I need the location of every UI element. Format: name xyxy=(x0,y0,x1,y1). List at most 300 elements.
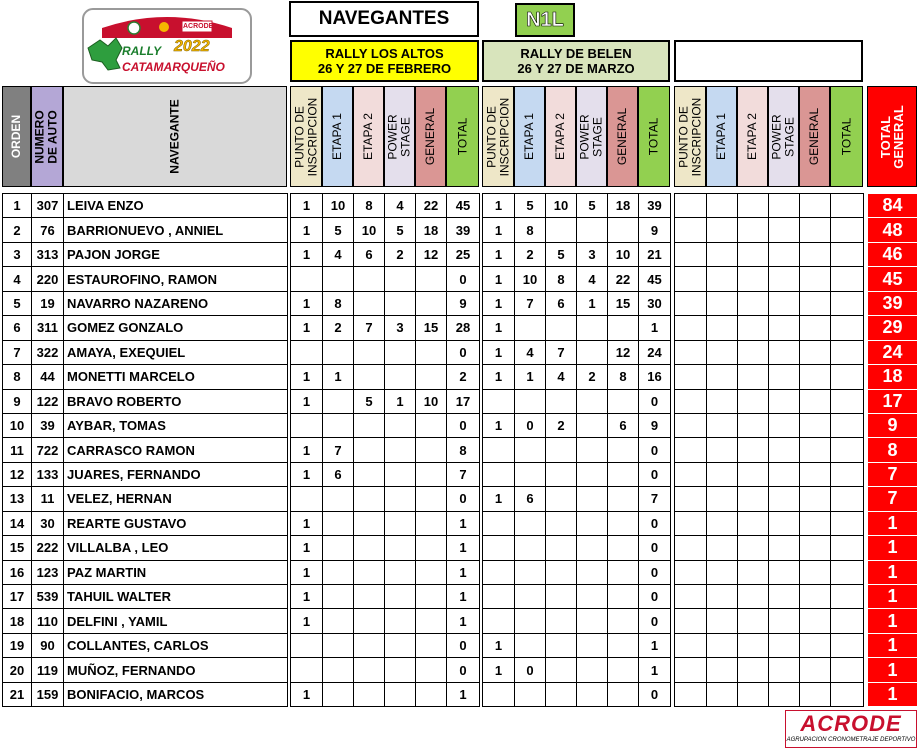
etapa2-cell xyxy=(738,340,769,364)
etapa2-cell xyxy=(738,536,769,560)
power-stage-cell xyxy=(385,609,416,633)
table-left xyxy=(2,193,288,707)
etapa2-cell xyxy=(738,365,769,389)
punto-cell: 1 xyxy=(291,585,323,609)
power-stage-cell xyxy=(385,658,416,682)
table-event1 xyxy=(290,193,480,707)
etapa2-cell xyxy=(354,585,385,609)
etapa1-cell xyxy=(323,658,354,682)
etapa2-cell xyxy=(546,609,577,633)
power-stage-cell: 4 xyxy=(577,267,608,291)
punto-cell: 1 xyxy=(291,511,323,535)
general-cell xyxy=(608,682,639,706)
power-stage-cell xyxy=(577,609,608,633)
punto-cell xyxy=(675,340,707,364)
punto-cell xyxy=(483,609,515,633)
col-header-punto-inscripcion: PUNTO DE INSCRIPCION xyxy=(482,86,514,187)
etapa1-cell xyxy=(323,633,354,657)
etapa2-cell xyxy=(546,658,577,682)
etapa1-cell xyxy=(707,194,738,218)
etapa2-cell xyxy=(546,633,577,657)
numero-cell: 307 xyxy=(32,194,64,218)
orden-cell: 3 xyxy=(3,242,32,266)
punto-cell: 1 xyxy=(291,365,323,389)
total-general-cell: 84 xyxy=(868,194,918,218)
general-cell xyxy=(608,633,639,657)
orden-cell: 10 xyxy=(3,413,32,437)
punto-cell xyxy=(483,438,515,462)
total-general-cell: 1 xyxy=(868,585,918,609)
etapa2-cell xyxy=(546,218,577,242)
col-header-general: GENERAL xyxy=(799,86,830,187)
table-row xyxy=(868,438,918,462)
acrode-tagline: AGRUPACION CRONOMETRAJE DEPORTIVO xyxy=(786,737,916,743)
punto-cell xyxy=(675,682,707,706)
etapa2-cell xyxy=(738,438,769,462)
etapa1-cell xyxy=(515,609,546,633)
power-stage-cell xyxy=(385,340,416,364)
table-row xyxy=(291,511,480,535)
etapa2-cell: 2 xyxy=(546,413,577,437)
etapa2-cell xyxy=(354,536,385,560)
etapa2-cell xyxy=(738,413,769,437)
general-cell xyxy=(800,413,831,437)
power-stage-cell xyxy=(769,194,800,218)
table-row xyxy=(675,389,864,413)
table-row xyxy=(291,633,480,657)
punto-cell: 1 xyxy=(483,487,515,511)
etapa2-cell xyxy=(354,511,385,535)
general-cell xyxy=(608,585,639,609)
total-cell: 0 xyxy=(447,658,480,682)
table-row xyxy=(483,365,671,389)
general-cell xyxy=(608,316,639,340)
etapa1-cell: 6 xyxy=(515,487,546,511)
power-stage-cell xyxy=(769,413,800,437)
etapa1-cell: 6 xyxy=(323,462,354,486)
power-stage-cell xyxy=(577,487,608,511)
navegante-cell: VELEZ, HERNAN xyxy=(64,487,288,511)
col-header-orden: ORDEN xyxy=(2,86,31,187)
table-row xyxy=(291,316,480,340)
general-cell: 10 xyxy=(608,242,639,266)
navegante-cell: GOMEZ GONZALO xyxy=(64,316,288,340)
table-row xyxy=(868,316,918,340)
total-cell xyxy=(831,438,864,462)
power-stage-cell: 3 xyxy=(385,316,416,340)
power-stage-cell xyxy=(577,682,608,706)
general-cell xyxy=(800,462,831,486)
total-cell: 1 xyxy=(447,682,480,706)
etapa1-cell xyxy=(515,438,546,462)
total-cell: 0 xyxy=(639,389,671,413)
total-cell: 1 xyxy=(447,511,480,535)
table-row xyxy=(868,389,918,413)
table-row xyxy=(675,585,864,609)
punto-cell: 1 xyxy=(291,438,323,462)
punto-cell: 1 xyxy=(291,536,323,560)
etapa2-cell: 10 xyxy=(546,194,577,218)
etapa2-cell xyxy=(546,585,577,609)
total-cell xyxy=(831,609,864,633)
navegante-cell: VILLALBA , LEO xyxy=(64,536,288,560)
table-row xyxy=(3,658,288,682)
etapa1-cell xyxy=(707,242,738,266)
table-row xyxy=(483,413,671,437)
general-cell xyxy=(800,316,831,340)
etapa2-cell xyxy=(354,682,385,706)
general-cell xyxy=(416,340,447,364)
table-row xyxy=(3,487,288,511)
etapa1-cell: 10 xyxy=(323,194,354,218)
navegante-cell: LEIVA ENZO xyxy=(64,194,288,218)
etapa1-cell: 5 xyxy=(515,194,546,218)
etapa2-cell xyxy=(354,365,385,389)
event-date: 26 Y 27 DE FEBRERO xyxy=(317,61,452,76)
etapa2-cell xyxy=(738,487,769,511)
total-cell: 0 xyxy=(447,340,480,364)
etapa1-cell xyxy=(515,462,546,486)
col-header-numero: NUMERO DE AUTO xyxy=(31,86,63,187)
etapa1-cell xyxy=(515,389,546,413)
punto-cell xyxy=(483,511,515,535)
power-stage-cell xyxy=(577,413,608,437)
total-cell xyxy=(831,242,864,266)
etapa1-cell xyxy=(323,585,354,609)
etapa2-cell xyxy=(546,438,577,462)
punto-cell: 1 xyxy=(483,194,515,218)
orden-cell: 9 xyxy=(3,389,32,413)
punto-cell xyxy=(483,682,515,706)
table-row xyxy=(868,267,918,291)
etapa2-cell xyxy=(738,633,769,657)
table-row xyxy=(868,340,918,364)
total-cell: 39 xyxy=(447,218,480,242)
etapa1-cell xyxy=(323,511,354,535)
col-header-total-general: TOTAL GENERAL xyxy=(867,86,917,187)
etapa2-cell xyxy=(354,487,385,511)
table-row xyxy=(291,682,480,706)
punto-cell: 1 xyxy=(291,560,323,584)
table-row xyxy=(675,316,864,340)
table-row xyxy=(3,291,288,315)
table-row xyxy=(675,340,864,364)
general-cell: 8 xyxy=(608,365,639,389)
general-cell xyxy=(800,585,831,609)
table-row xyxy=(675,413,864,437)
general-cell: 12 xyxy=(608,340,639,364)
table-row xyxy=(483,633,671,657)
general-cell xyxy=(416,365,447,389)
total-cell: 16 xyxy=(639,365,671,389)
etapa1-cell xyxy=(515,633,546,657)
general-cell xyxy=(608,438,639,462)
power-stage-cell: 4 xyxy=(385,194,416,218)
total-general-cell: 1 xyxy=(868,511,918,535)
table-row xyxy=(675,633,864,657)
general-cell xyxy=(800,365,831,389)
general-cell xyxy=(416,560,447,584)
power-stage-cell xyxy=(769,242,800,266)
numero-cell: 539 xyxy=(32,585,64,609)
punto-cell xyxy=(291,267,323,291)
punto-cell: 1 xyxy=(291,218,323,242)
general-cell xyxy=(800,438,831,462)
etapa2-cell: 6 xyxy=(546,291,577,315)
table-row xyxy=(3,242,288,266)
punto-cell xyxy=(675,365,707,389)
total-cell: 0 xyxy=(447,487,480,511)
numero-cell: 722 xyxy=(32,438,64,462)
total-general-cell: 48 xyxy=(868,218,918,242)
navegante-cell: TAHUIL WALTER xyxy=(64,585,288,609)
etapa1-cell xyxy=(323,340,354,364)
etapa2-cell xyxy=(738,316,769,340)
table-row xyxy=(868,194,918,218)
punto-cell: 1 xyxy=(483,658,515,682)
orden-cell: 7 xyxy=(3,340,32,364)
total-cell xyxy=(831,291,864,315)
total-cell xyxy=(831,585,864,609)
total-general-cell: 45 xyxy=(868,267,918,291)
etapa1-cell xyxy=(707,389,738,413)
etapa2-cell xyxy=(354,609,385,633)
punto-cell xyxy=(291,413,323,437)
orden-cell: 19 xyxy=(3,633,32,657)
punto-cell: 1 xyxy=(483,267,515,291)
table-row xyxy=(3,340,288,364)
orden-cell: 12 xyxy=(3,462,32,486)
numero-cell: 39 xyxy=(32,413,64,437)
total-cell xyxy=(831,218,864,242)
total-cell: 1 xyxy=(639,633,671,657)
power-stage-cell xyxy=(769,536,800,560)
total-cell: 0 xyxy=(447,413,480,437)
punto-cell: 1 xyxy=(483,316,515,340)
orden-cell: 15 xyxy=(3,536,32,560)
table-row xyxy=(291,413,480,437)
punto-cell xyxy=(675,194,707,218)
table-row xyxy=(291,658,480,682)
table-row xyxy=(868,218,918,242)
table-row xyxy=(483,389,671,413)
numero-cell: 313 xyxy=(32,242,64,266)
total-cell: 7 xyxy=(447,462,480,486)
total-cell: 21 xyxy=(639,242,671,266)
total-cell: 0 xyxy=(447,633,480,657)
power-stage-cell xyxy=(769,365,800,389)
general-cell xyxy=(800,511,831,535)
etapa2-cell xyxy=(354,267,385,291)
power-stage-cell xyxy=(577,218,608,242)
general-cell xyxy=(608,609,639,633)
general-cell xyxy=(416,267,447,291)
punto-cell xyxy=(675,609,707,633)
col-header-etapa2: ETAPA 2 xyxy=(353,86,384,187)
general-cell xyxy=(800,389,831,413)
power-stage-cell xyxy=(385,536,416,560)
total-cell: 9 xyxy=(639,413,671,437)
total-general-cell: 7 xyxy=(868,487,918,511)
general-cell xyxy=(416,511,447,535)
etapa2-cell xyxy=(738,585,769,609)
total-general-cell: 17 xyxy=(868,389,918,413)
table-row xyxy=(291,194,480,218)
logo-catamarqueno-text: CATAMARQUEÑO xyxy=(122,60,225,74)
punto-cell xyxy=(675,242,707,266)
table-row xyxy=(3,365,288,389)
table-row xyxy=(868,511,918,535)
event-rally-los-altos xyxy=(290,40,479,82)
orden-cell: 18 xyxy=(3,609,32,633)
punto-cell xyxy=(675,389,707,413)
event-date: 26 Y 27 DE MARZO xyxy=(517,61,635,76)
general-cell xyxy=(800,682,831,706)
punto-cell xyxy=(675,316,707,340)
table-row xyxy=(291,585,480,609)
power-stage-cell xyxy=(577,511,608,535)
col-header-general: GENERAL xyxy=(415,86,446,187)
total-general-cell: 1 xyxy=(868,633,918,657)
table-row xyxy=(3,511,288,535)
table-row xyxy=(483,511,671,535)
table-row xyxy=(675,438,864,462)
etapa1-cell xyxy=(707,658,738,682)
punto-cell xyxy=(675,511,707,535)
etapa2-cell: 8 xyxy=(546,267,577,291)
power-stage-cell xyxy=(577,633,608,657)
etapa1-cell: 8 xyxy=(515,218,546,242)
table-row xyxy=(291,536,480,560)
table-row xyxy=(3,218,288,242)
punto-cell xyxy=(675,291,707,315)
orden-cell: 1 xyxy=(3,194,32,218)
total-cell xyxy=(831,536,864,560)
etapa1-cell: 8 xyxy=(323,291,354,315)
etapa2-cell xyxy=(546,389,577,413)
table-row xyxy=(868,658,918,682)
general-cell xyxy=(608,536,639,560)
total-general-cell: 29 xyxy=(868,316,918,340)
total-general-cell: 1 xyxy=(868,658,918,682)
etapa1-cell xyxy=(515,511,546,535)
general-cell xyxy=(800,291,831,315)
event-rally-de-belen xyxy=(482,40,670,82)
etapa2-cell: 8 xyxy=(354,194,385,218)
col-header-total: TOTAL xyxy=(830,86,863,187)
total-general-cell: 1 xyxy=(868,560,918,584)
general-cell xyxy=(800,560,831,584)
table-row xyxy=(291,462,480,486)
table-row xyxy=(483,218,671,242)
punto-cell: 1 xyxy=(291,194,323,218)
power-stage-cell: 1 xyxy=(385,389,416,413)
etapa2-cell xyxy=(546,560,577,584)
general-cell xyxy=(608,487,639,511)
punto-cell xyxy=(675,560,707,584)
table-row xyxy=(291,242,480,266)
etapa1-cell xyxy=(707,365,738,389)
navegante-cell: PAZ MARTIN xyxy=(64,560,288,584)
table-row xyxy=(483,487,671,511)
total-cell: 1 xyxy=(447,609,480,633)
table-row xyxy=(3,609,288,633)
power-stage-cell xyxy=(577,560,608,584)
power-stage-cell xyxy=(769,291,800,315)
power-stage-cell: 1 xyxy=(577,291,608,315)
table-row xyxy=(483,682,671,706)
table-row xyxy=(3,682,288,706)
orden-cell: 8 xyxy=(3,365,32,389)
etapa2-cell xyxy=(738,462,769,486)
table-row xyxy=(675,218,864,242)
etapa2-cell xyxy=(354,560,385,584)
power-stage-cell xyxy=(769,560,800,584)
etapa1-cell xyxy=(515,585,546,609)
punto-cell xyxy=(483,560,515,584)
navegante-cell: NAVARRO NAZARENO xyxy=(64,291,288,315)
etapa2-cell xyxy=(738,242,769,266)
table-row xyxy=(291,340,480,364)
punto-cell: 1 xyxy=(483,340,515,364)
general-cell xyxy=(608,389,639,413)
general-cell: 18 xyxy=(416,218,447,242)
punto-cell: 1 xyxy=(291,609,323,633)
general-cell xyxy=(608,560,639,584)
table-row xyxy=(3,267,288,291)
col-header-general: GENERAL xyxy=(607,86,638,187)
etapa1-cell: 2 xyxy=(323,316,354,340)
numero-cell: 110 xyxy=(32,609,64,633)
orden-cell: 11 xyxy=(3,438,32,462)
table-row xyxy=(675,365,864,389)
general-cell xyxy=(416,682,447,706)
etapa1-cell xyxy=(707,560,738,584)
etapa2-cell: 10 xyxy=(354,218,385,242)
etapa1-cell xyxy=(707,218,738,242)
etapa2-cell: 4 xyxy=(546,365,577,389)
general-cell xyxy=(416,658,447,682)
etapa1-cell: 10 xyxy=(515,267,546,291)
punto-cell xyxy=(675,658,707,682)
punto-cell: 1 xyxy=(483,291,515,315)
punto-cell xyxy=(675,267,707,291)
general-cell: 6 xyxy=(608,413,639,437)
general-cell: 18 xyxy=(608,194,639,218)
etapa2-cell: 7 xyxy=(354,316,385,340)
etapa2-cell xyxy=(738,389,769,413)
total-cell: 0 xyxy=(639,609,671,633)
general-cell: 22 xyxy=(608,267,639,291)
total-general-cell: 24 xyxy=(868,340,918,364)
punto-cell xyxy=(291,340,323,364)
punto-cell: 1 xyxy=(483,242,515,266)
etapa1-cell xyxy=(707,267,738,291)
table-row xyxy=(868,291,918,315)
power-stage-cell: 2 xyxy=(385,242,416,266)
total-cell: 0 xyxy=(639,585,671,609)
etapa2-cell xyxy=(354,340,385,364)
power-stage-cell xyxy=(577,389,608,413)
punto-cell: 1 xyxy=(291,389,323,413)
orden-cell: 14 xyxy=(3,511,32,535)
navegante-cell: ESTAUROFINO, RAMON xyxy=(64,267,288,291)
navegante-cell: PAJON JORGE xyxy=(64,242,288,266)
punto-cell: 1 xyxy=(483,365,515,389)
total-cell: 24 xyxy=(639,340,671,364)
power-stage-cell xyxy=(385,633,416,657)
power-stage-cell xyxy=(577,340,608,364)
